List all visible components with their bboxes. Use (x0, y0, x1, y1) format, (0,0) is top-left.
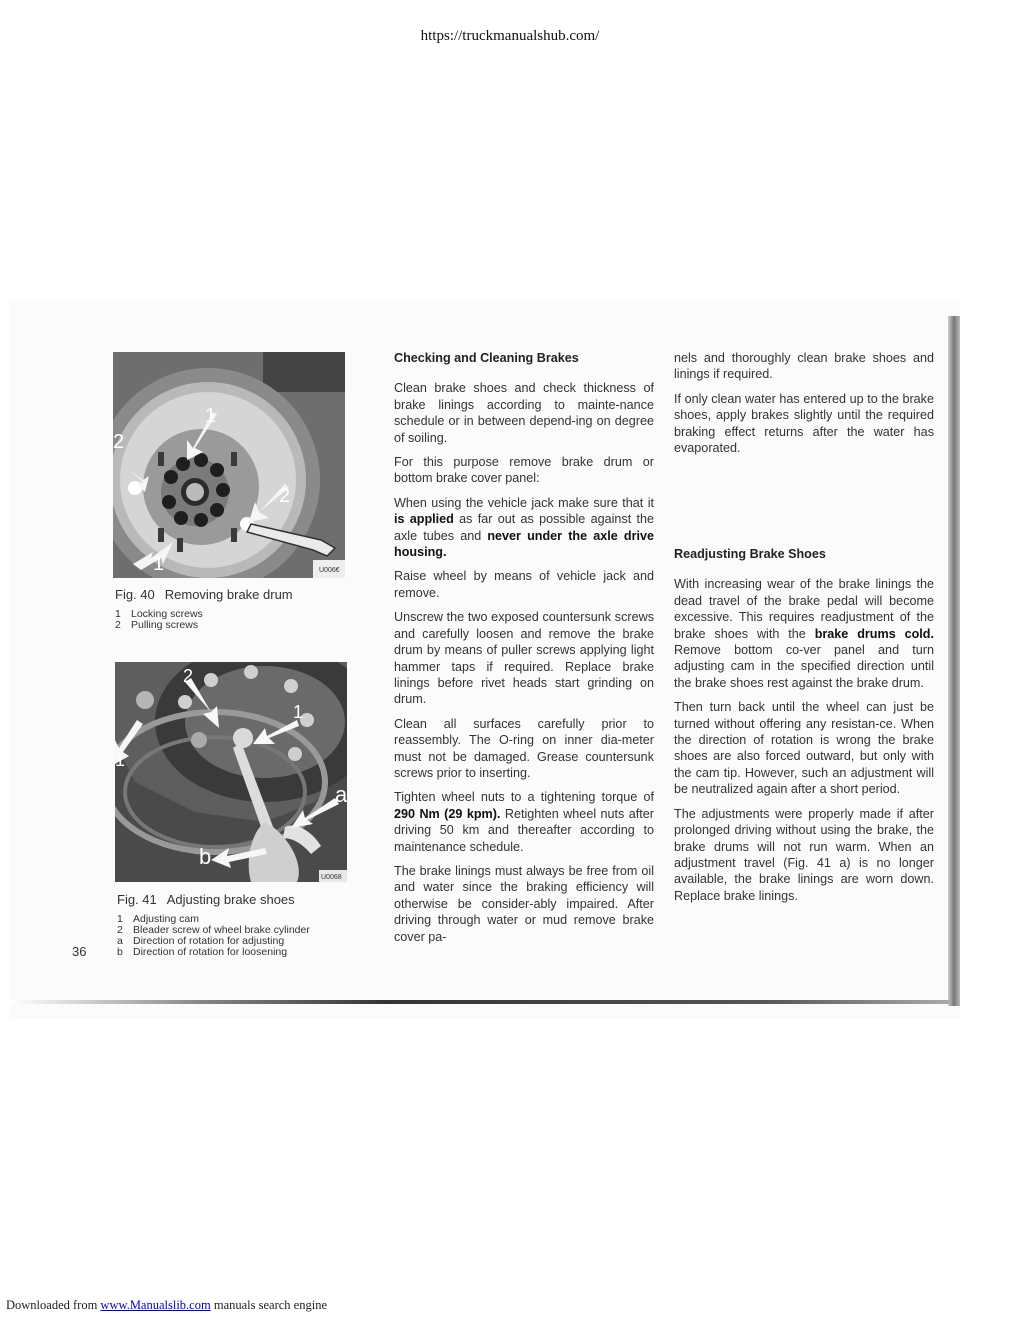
fig40-caption (115, 587, 293, 602)
paragraph: Tighten wheel nuts to a tightening torque of 290 Nm (29 kpm). Retighten wheel nuts after driving 50 km and thereafter according to maintenance schedule. (394, 790, 654, 854)
paragraph: The adjustments were properly made if after prolonged driving without using the brake, the brake drums will not run warm. When an adjustment travel (Fig. 41 a) is no longer available, the brake linings are worn down. Replace brake linings. (674, 806, 934, 903)
legend-row: a Direction of rotation for adjusting (117, 935, 285, 947)
fig40-photo (113, 352, 345, 578)
manualslib-link[interactable]: www.Manualslib.com (100, 1298, 211, 1312)
fig40-callout-2-right: 2 (279, 485, 291, 507)
legend-row: 2 Bleader screw of wheel brake cylinder (117, 924, 310, 936)
paragraph: Unscrew the two exposed countersunk screws and carefully loosen and remove the brake drum by means of puller screws applying light hammer taps if required. Replace brake linings before rivet heads start grinding on drum. (394, 610, 654, 707)
legend-row: 1 Adjusting cam (117, 913, 199, 925)
paragraph: nels and thoroughly clean brake shoes and linings if required. (674, 351, 934, 382)
fig41-callout-b: b (199, 844, 212, 869)
middle-column (394, 350, 654, 953)
page-binding-shadow (948, 316, 960, 1006)
fig40-legend (115, 609, 203, 631)
paragraph: Clean brake shoes and check thickness of brake linings according to mainte-nance schedule or in between depend-ing on degree of soiling. (394, 381, 654, 445)
page-number: 36 (72, 944, 87, 959)
right-column (674, 350, 934, 464)
paragraph: For this purpose remove brake drum or bottom brake cover panel: (394, 455, 654, 486)
fig41-callout-2: 2 (183, 666, 194, 686)
fig40-callout-1-top: 1 (205, 405, 217, 427)
legend-row: 2 Pulling screws (115, 619, 199, 631)
legend-row: 1 Locking screws (115, 608, 203, 620)
right-column-section2 (674, 546, 934, 912)
paragraph: Raise wheel by means of vehicle jack and remove. (394, 569, 654, 600)
paragraph: Then turn back until the wheel can just be turned without offering any resistan-ce. When the direction of rotation is wrong the brake shoes are also forced outward, but only with the cam tip. However, such an adjustment will be neutralized again after a short period. (674, 700, 934, 797)
fig41-legend (117, 914, 310, 958)
page-edge-line (10, 1000, 950, 1004)
fig41-caption (117, 892, 295, 907)
paragraph: Clean all surfaces carefully prior to reassembly. The O-ring on inner dia-meter must not be damaged. Grease countersunk screws prior to inserting. (394, 716, 654, 780)
footer-suffix: manuals search engine (210, 1298, 327, 1312)
fig40-callout-1-bottom: 1 (153, 553, 165, 575)
paragraph: With increasing wear of the brake linings the dead travel of the brake pedal will become excessive. This requires readjustment of the brake shoes with the brake drums cold. Remove bottom co-ver panel and turn adjusting cam in the specified direction until the brake shoes rest against the brake drum. (674, 577, 935, 690)
paragraph: If only clean water has entered up to the brake shoes, apply brakes slightly until the required braking effect returns after the water has evaporated. (674, 391, 934, 456)
fig40-callout-2-left: 2 (113, 431, 125, 453)
paragraph: The brake linings must always be free from oil and water since the braking efficiency will otherwise be consider-ably impaired. After driving through water or mud remove brake cover pa- (394, 863, 654, 944)
paragraph: When using the vehicle jack make sure that it is applied as far out as possible against the axle tubes and never under the axle drive housing. (394, 495, 654, 560)
fig40-image-code: U006€ (319, 567, 340, 574)
header-url: https://truckmanualshub.com/ (420, 28, 600, 44)
fig41-callout-1-right: 1 (293, 702, 304, 722)
legend-row: b Direction of rotation for loosening (117, 946, 288, 958)
section-heading-readjusting: Readjusting Brake Shoes (674, 547, 826, 561)
fig40-caption-title: Removing brake drum (164, 587, 293, 602)
fig41-photo (115, 662, 347, 882)
footer-prefix: Downloaded from (6, 1298, 101, 1312)
fig40-caption-num: Fig. 40 (115, 587, 155, 602)
fig41-callout-1-left: 1 (115, 750, 126, 770)
fig41-callout-a: a (335, 782, 347, 807)
fig41-image-code: U0068 (321, 874, 342, 881)
section-heading-checking: Checking and Cleaning Brakes (394, 351, 579, 365)
footer (6, 1298, 327, 1313)
fig41-caption-num: Fig. 41 (117, 892, 157, 907)
fig41-caption-title: Adjusting brake shoes (166, 892, 295, 907)
